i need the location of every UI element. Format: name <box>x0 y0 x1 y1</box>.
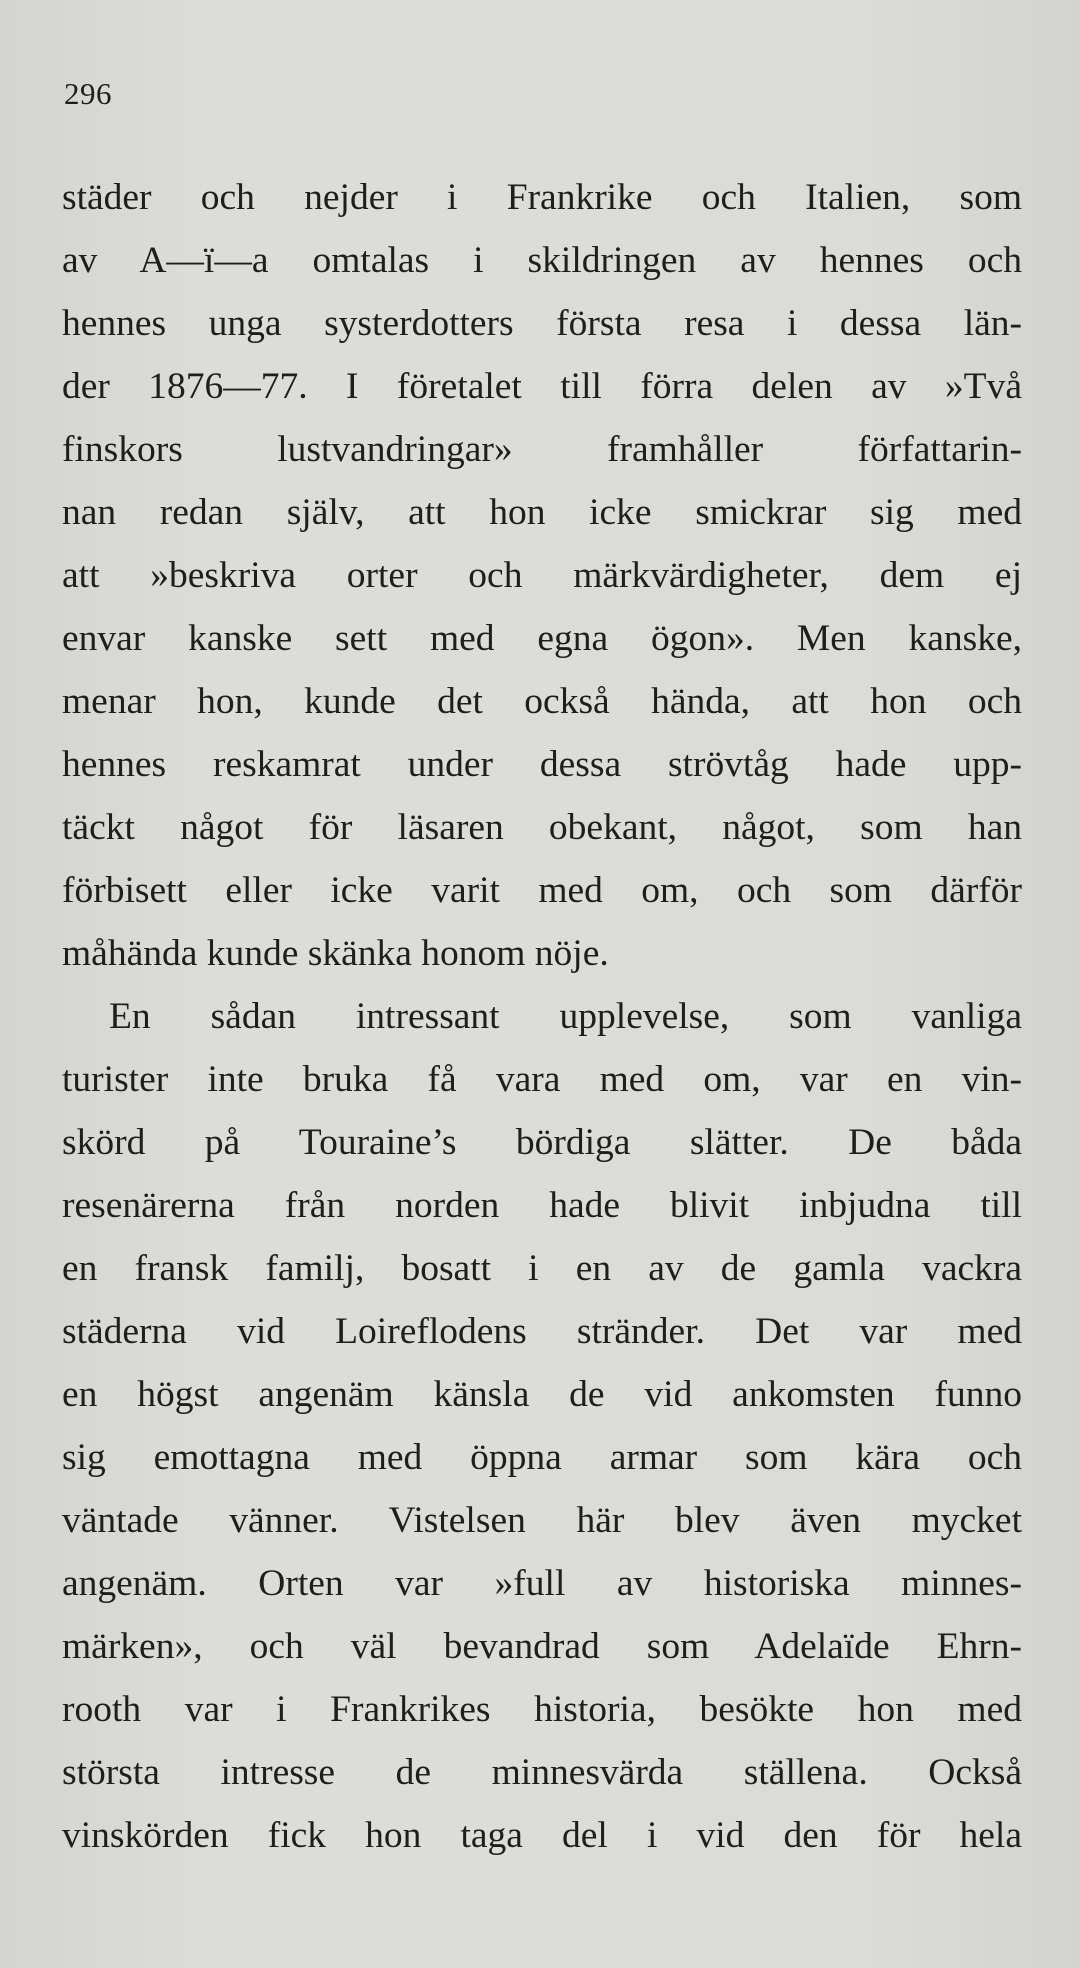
text-line: väntade vänner. Vistelsen här blev även mycket <box>62 1500 1022 1541</box>
text-line: turister inte bruka få vara med om, var en vin- <box>62 1059 1022 1100</box>
text-line: hennes unga systerdotters första resa i dessa län- <box>62 303 1022 344</box>
body-text <box>62 166 1022 1867</box>
page-number: 296 <box>64 76 112 111</box>
text-line: der 1876—77. I företalet till förra delen av »Två <box>62 366 1022 407</box>
text-line: en fransk familj, bosatt i en av de gamla vackra <box>62 1248 1022 1289</box>
text-line: måhända kunde skänka honom nöje. <box>62 933 609 974</box>
text-line: en högst angenäm känsla de vid ankomsten funno <box>62 1374 1022 1415</box>
text-line: envar kanske sett med egna ögon». Men kanske, <box>62 618 1022 659</box>
text-line: angenäm. Orten var »full av historiska minnes- <box>62 1563 1022 1604</box>
text-line: rooth var i Frankrikes historia, besökte hon med <box>62 1689 1022 1730</box>
text-line: hennes reskamrat under dessa strövtåg hade upp- <box>62 744 1022 785</box>
text-line: skörd på Touraine’s bördiga slätter. De båda <box>62 1122 1022 1163</box>
text-line: städer och nejder i Frankrike och Italien, som <box>62 177 1022 218</box>
text-line: nan redan själv, att hon icke smickrar sig med <box>62 492 1022 533</box>
text-line: märken», och väl bevandrad som Adelaïde Ehrn- <box>62 1626 1022 1667</box>
text-line: städerna vid Loireflodens stränder. Det var med <box>62 1311 1022 1352</box>
text-line: En sådan intressant upplevelse, som vanliga <box>109 996 1022 1037</box>
text-line: finskors lustvandringar» framhåller författarin- <box>62 429 1022 470</box>
paragraph-1 <box>62 166 1022 985</box>
text-line: täckt något för läsaren obekant, något, som han <box>62 807 1022 848</box>
text-line: största intresse de minnesvärda ställena. Också <box>62 1752 1022 1793</box>
text-line: förbisett eller icke varit med om, och som därför <box>62 870 1022 911</box>
text-line: menar hon, kunde det också hända, att hon och <box>62 681 1022 722</box>
paragraph-2 <box>62 985 1022 1867</box>
text-line: sig emottagna med öppna armar som kära och <box>62 1437 1022 1478</box>
text-line: av A—ï—a omtalas i skildringen av hennes och <box>62 240 1022 281</box>
text-line: resenärerna från norden hade blivit inbjudna till <box>62 1185 1022 1226</box>
text-line: vinskörden fick hon taga del i vid den för hela <box>62 1815 1022 1856</box>
text-line: att »beskriva orter och märkvärdigheter, dem ej <box>62 555 1022 596</box>
